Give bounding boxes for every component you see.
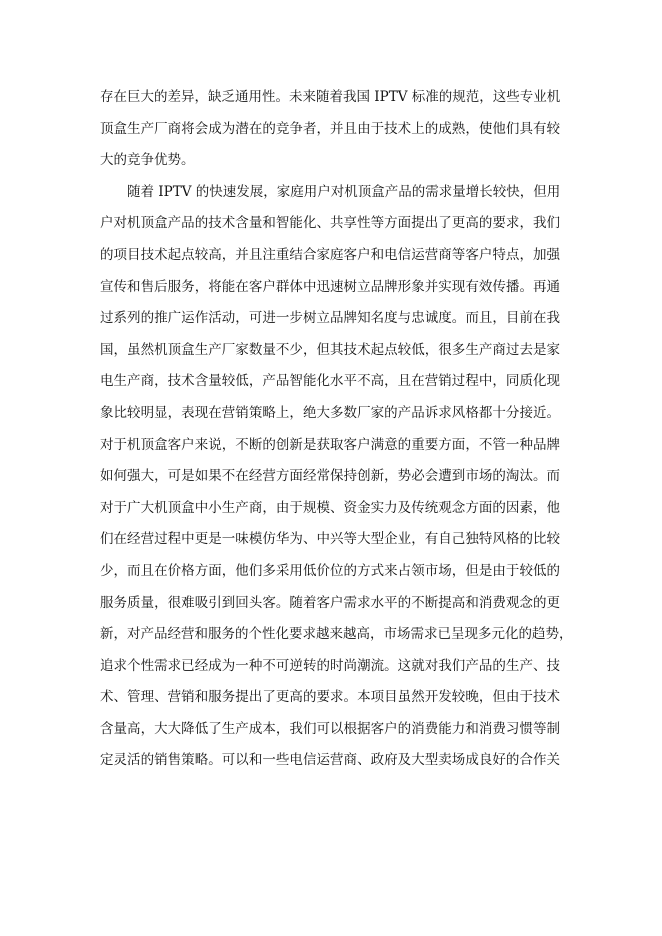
text-line: 过系列的推广运作活动，可进一步树立品牌知名度与忠诚度。而且，目前在我 — [100, 310, 560, 327]
text-line: 术、管理、营销和服务提出了更高的要求。本项目虽然开发较晚，但由于技术 — [100, 689, 560, 706]
text-line: 随着 IPTV 的快速发展，家庭用户对机顶盒产品的需求量增长较快，但用 — [127, 183, 561, 200]
text-line: 对于机顶盒客户来说，不断的创新是获取客户满意的重要方面，不管一种品牌 — [100, 436, 560, 453]
text-line: 含量高，大大降低了生产成本，我们可以根据客户的消费能力和消费习惯等制 — [100, 720, 560, 737]
text-line: 对于广大机顶盒中小生产商，由于规模、资金实力及传统观念方面的因素，他 — [100, 499, 560, 516]
text-line: 顶盒生产厂商将会成为潜在的竞争者，并且由于技术上的成熟，使他们具有较 — [100, 120, 560, 137]
text-line: 少，而且在价格方面，他们多采用低价位的方式来占领市场，但是由于较低的 — [100, 562, 560, 579]
text-line: 服务质量，很难吸引到回头客。随着客户需求水平的不断提高和消费观念的更 — [100, 594, 560, 611]
text-line: 定灵活的销售策略。可以和一些电信运营商、政府及大型卖场成良好的合作关 — [100, 752, 560, 769]
text-line: 的项目技术起点较高，并且注重结合家庭客户和电信运营商等客户特点，加强 — [100, 246, 560, 263]
text-line: 户对机顶盒产品的技术含量和智能化、共享性等方面提出了更高的要求，我们 — [100, 215, 560, 232]
text-line: 存在巨大的差异，缺乏通用性。未来随着我国 IPTV 标准的规范，这些专业机 — [100, 89, 561, 105]
text-line: 国，虽然机顶盒生产厂家数量不少，但其技术起点较低，很多生产商过去是家 — [100, 341, 560, 358]
text-line: 如何强大，可是如果不在经营方面经常保持创新，势必会遭到市场的淘汰。而 — [100, 468, 560, 485]
text-line: 大的竞争优势。 — [100, 152, 195, 169]
body-text — [100, 82, 573, 777]
text-line: 们在经营过程中更是一味模仿华为、中兴等大型企业，有自己独特风格的比较 — [100, 531, 560, 548]
text-line: 电生产商，技术含量较低，产品智能化水平不高，且在营销过程中，同质化现 — [100, 373, 560, 390]
text-line: 追求个性需求已经成为一种不可逆转的时尚潮流。这就对我们产品的生产、技 — [100, 657, 560, 674]
text-line: 新，对产品经营和服务的个性化要求越来越高，市场需求已呈现多元化的趋势， — [100, 626, 573, 643]
text-line: 象比较明显，表现在营销策略上，绝大多数厂家的产品诉求风格都十分接近。 — [100, 404, 560, 421]
text-line: 宣传和售后服务，将能在客户群体中迅速树立品牌形象并实现有效传播。再通 — [100, 278, 560, 295]
